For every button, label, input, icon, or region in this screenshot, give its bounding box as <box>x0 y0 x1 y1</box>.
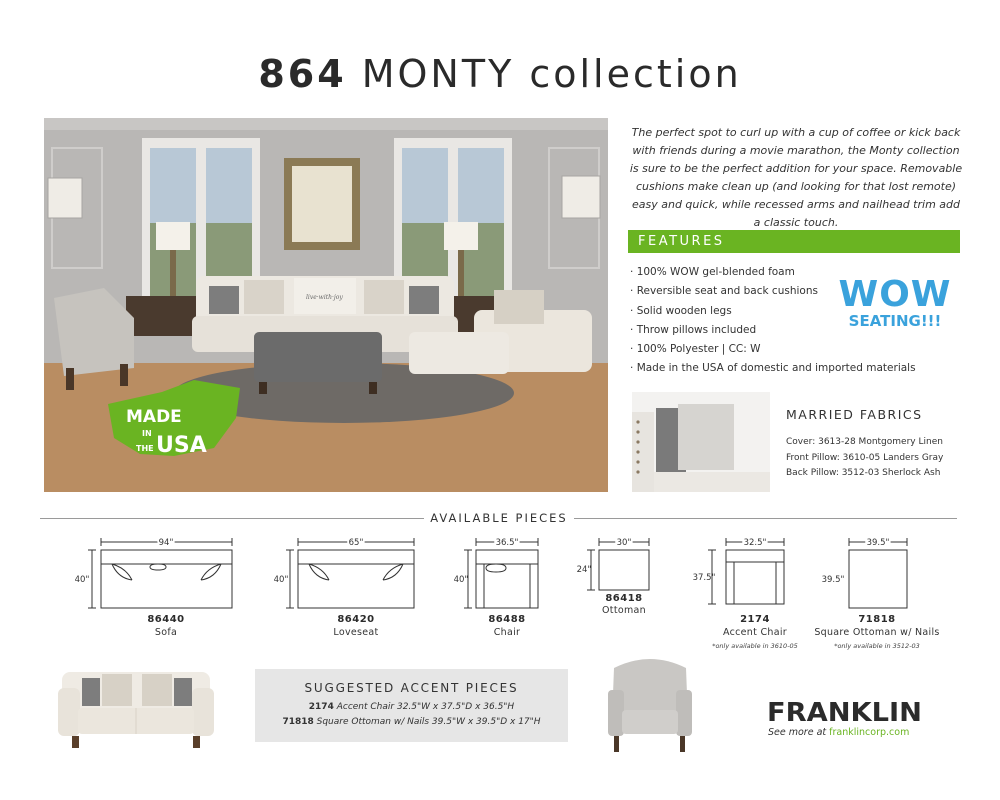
badge-in: IN <box>142 429 152 438</box>
fabric-item: Front Pillow: 3610-05 Landers Gray <box>786 452 944 463</box>
accent-chair-number: 2174 <box>740 614 770 625</box>
accent-chair-name: Accent Chair <box>722 627 787 638</box>
loveseat-width-label: 65" <box>348 538 364 548</box>
see-more-text <box>768 727 909 738</box>
loveseat-photo <box>56 658 216 750</box>
suggested-accent-box <box>255 669 568 742</box>
wow-seating-logo <box>835 274 955 330</box>
loveseat-diagram-icon <box>286 538 414 608</box>
accent-line-ottoman <box>255 717 568 727</box>
accent-ottoman-desc: Square Ottoman w/ Nails 39.5"W x 39.5"D x 17"H <box>316 717 541 727</box>
pillow-text: live·with·joy <box>306 294 343 301</box>
chair-width-label: 36.5" <box>495 538 519 548</box>
accent-ottoman-num: 71818 <box>282 717 314 727</box>
fabric-item: Back Pillow: 3512-03 Sherlock Ash <box>786 468 941 478</box>
accent-chair-photo <box>600 650 700 754</box>
room-scene-illustration <box>44 118 608 492</box>
feature-item: · Reversible seat and back cushions <box>630 282 916 301</box>
ottoman-number: 86418 <box>605 593 643 604</box>
badge-made: MADE <box>126 407 182 427</box>
collection-name: MONTY collection <box>361 52 742 96</box>
accent-heading: SUGGESTED ACCENT PIECES <box>304 681 519 695</box>
wow-logo-word: WOW <box>838 274 952 315</box>
ottoman-depth-label: 24" <box>576 565 592 575</box>
loveseat-depth-label: 40" <box>273 575 289 585</box>
loveseat-number: 86420 <box>337 614 375 625</box>
chair-name: Chair <box>493 627 521 638</box>
square-ottoman-note: *only available in 3512-03 <box>834 642 920 650</box>
sofa-name: Sofa <box>154 627 178 638</box>
fabric-item: Cover: 3613-28 Montgomery Linen <box>786 437 943 447</box>
square-ottoman-width-label: 39.5" <box>866 538 890 548</box>
accent-chair-depth-label: 37.5" <box>692 573 716 583</box>
see-more-label: See more at <box>768 727 827 738</box>
sofa-diagram-icon <box>88 538 232 608</box>
collection-number: 864 <box>258 52 347 96</box>
room-photo <box>44 118 608 492</box>
feature-item: · Throw pillows included <box>630 321 916 340</box>
badge-the: THE <box>136 444 154 453</box>
wow-logo-subtitle: SEATING!!! <box>848 312 942 330</box>
section-divider <box>573 518 957 519</box>
feature-item: · Solid wooden legs <box>630 302 916 321</box>
badge-usa: USA <box>156 433 207 458</box>
chair-diagram-icon <box>464 538 538 608</box>
sofa-depth-label: 40" <box>74 575 90 585</box>
accent-chair-desc: Accent Chair 32.5"W x 37.5"D x 36.5"H <box>336 702 515 712</box>
page-title <box>0 52 1000 96</box>
square-ottoman-name: Square Ottoman w/ Nails <box>814 627 940 638</box>
chair-number: 86488 <box>488 614 526 625</box>
loveseat-name: Loveseat <box>333 627 379 638</box>
accent-chair-num: 2174 <box>308 702 334 712</box>
accent-chair-width-label: 32.5" <box>743 538 767 548</box>
collection-description: The perfect spot to curl up with a cup of coffee or kick back with friends during a movie marathon, the Monty collection is sure to be the perfect addition for your space. Removable cushions make clean up (and looking for that lost remote) easy and quick, while recessed arms and nailhead trim add a classic touch. <box>629 126 963 229</box>
sofa-number: 86440 <box>147 614 185 625</box>
features-heading: FEATURES <box>628 230 960 253</box>
available-pieces-heading: AVAILABLE PIECES <box>424 511 574 525</box>
piece-dimension-diagrams <box>0 530 1000 620</box>
accent-chair-note: *only available in 3610-05 <box>712 642 798 650</box>
sofa-width-label: 94" <box>158 538 174 548</box>
pillow-swatch-illustration <box>632 392 770 492</box>
square-ottoman-depth-label: 39.5" <box>821 575 845 585</box>
franklin-logo-text: FRANKLIN <box>767 698 922 725</box>
feature-item: · 100% WOW gel-blended foam <box>630 263 916 282</box>
ottoman-name: Ottoman <box>602 605 646 616</box>
feature-item: · Made in the USA of domestic and imported materials <box>630 359 916 378</box>
square-ottoman-number: 71818 <box>858 614 896 625</box>
fabric-swatch-photo <box>632 392 770 492</box>
franklin-url-link[interactable]: franklincorp.com <box>829 727 910 738</box>
accent-line-chair <box>255 702 568 712</box>
feature-item: · 100% Polyester | CC: W <box>630 340 916 359</box>
section-divider <box>40 518 425 519</box>
chair-depth-label: 40" <box>453 575 469 585</box>
married-fabrics-heading: MARRIED FABRICS <box>786 407 923 422</box>
ottoman-width-label: 30" <box>616 538 632 548</box>
square-ottoman-diagram-icon <box>849 538 907 608</box>
franklin-logo <box>767 697 927 725</box>
married-fabrics-list <box>786 435 943 482</box>
